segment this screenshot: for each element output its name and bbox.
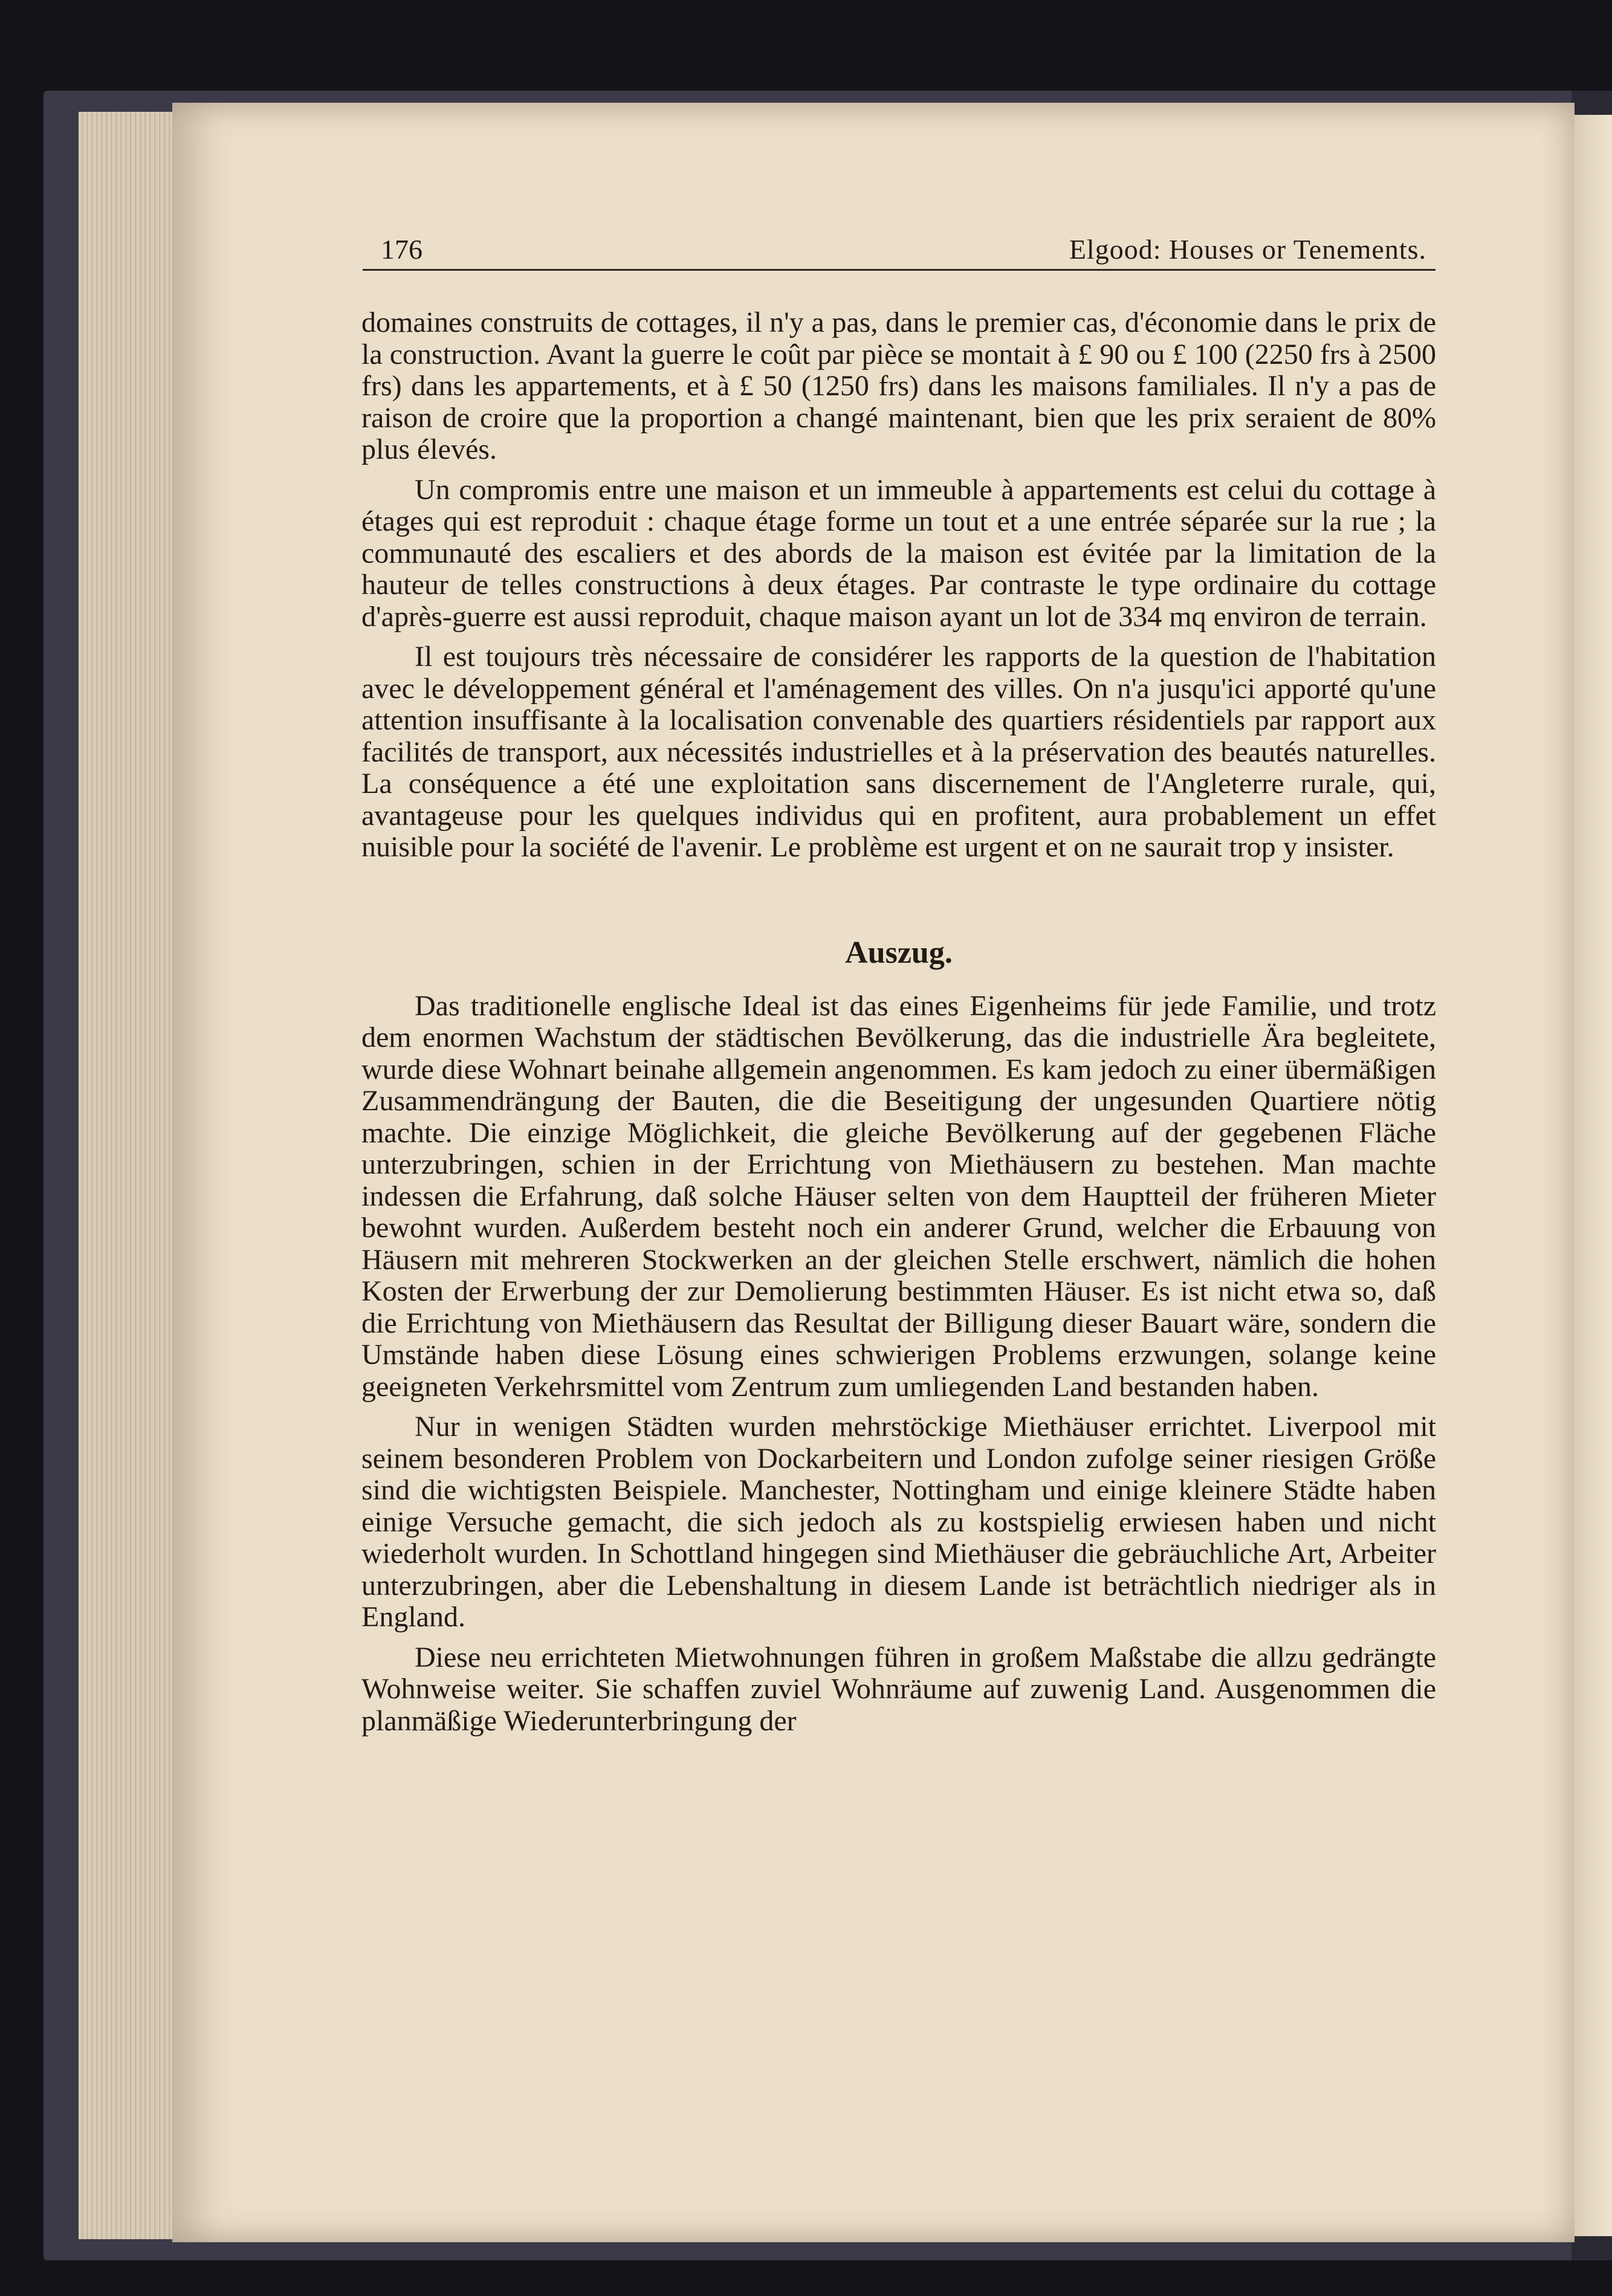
- section-heading: Auszug.: [845, 935, 953, 970]
- running-title: Elgood: Houses or Tenements.: [1069, 234, 1426, 265]
- german-paragraph-3: Diese neu errichteten Mietwohnungen führen in großem Maßstabe die allzu gedrängte Wohnweise weiter. Sie schaffen zuviel Wohnräume auf zuwenig Land. Ausgenommen die planmäßige Wiederunterbringung der: [361, 1641, 1436, 1737]
- page-number: 176: [381, 234, 422, 265]
- french-paragraph-3: Il est toujours très nécessaire de considérer les rapports de la question de l'habitation avec le développement général et l'aménagement des villes. On n'a jusqu'ici apporté qu'une attention insuffisante à la localisation convenable des quartiers résidentiels par rapport aux facilités de transport, aux nécessités industrielles et à la préservation des beautés naturelles. La conséquence a été une exploitation sans discernement de l'Angleterre rurale, qui, avantageuse pour les quelques individus qui en profitent, aura probablement un effet nuisible pour la société de l'avenir. Le problème est urgent et on ne saurait trop y insister.: [361, 641, 1436, 863]
- running-head: [363, 233, 1436, 271]
- french-paragraph-2: Un compromis entre une maison et un immeuble à appartements est celui du cottage à étages qui est reproduit : chaque étage forme un tout et a une entrée séparée sur la rue ; la communauté des escaliers et des abords de la maison est évitée par la limitation de la hauteur de telles constructions à deux étages. Par contraste le type ordinaire du cottage d'après-guerre est aussi reproduit, chaque maison ayant un lot de 334 mq environ de terrain.: [361, 473, 1436, 633]
- body-text: [361, 307, 1436, 1737]
- german-paragraph-1: Das traditionelle englische Ideal ist das eines Eigenheims für jede Familie, und trotz dem enormen Wachstum der städtischen Bevölkerung, das die industrielle Ära begleitete, wurde diese Wohnart beinahe allgemein angenommen. Es kam jedoch zu einer übermäßigen Zusammendrängung der Bauten, die die Beseitigung der ungesunden Quartiere nötig machte. Die einzige Möglichkeit, die gleiche Bevölkerung auf der gegebenen Fläche unterzubringen, schien in der Errichtung von Miethäusern zu bestehen. Man machte indessen die Erfahrung, daß solche Häuser selten von dem Hauptteil der früheren Mieter bewohnt wurden. Außerdem besteht noch ein anderer Grund, welcher die Erbauung von Häusern mit mehreren Stockwerken an der gleichen Stelle erschwert, nämlich die hohen Kosten der Erwerbung der zur Demolierung bestimmten Häuser. Es ist nicht etwa so, daß die Errichtung von Miethäusern das Resultat der Billigung dieser Bauart wäre, sondern die Umstände haben diese Lösung eines schwierigen Problems erzwungen, solange keine geeigneten Verkehrsmittel vom Zentrum zum umliegenden Land bestanden haben.: [361, 989, 1436, 1403]
- german-paragraph-2: Nur in wenigen Städten wurden mehrstöckige Miethäuser errichtet. Liverpool mit seinem besonderen Problem von Dockarbeitern und London zufolge seiner riesigen Größe sind die wichtigsten Beispiele. Manchester, Nottingham und einige kleinere Städte haben einige Versuche gemacht, die sich jedoch als zu kostspielig erwiesen haben und nicht wiederholt wurden. In Schottland hingegen sind Miethäuser die gebräuchliche Art, Arbeiter unterzubringen, aber die Lebenshaltung in diesem Lande ist beträchtlich niedriger als in England.: [361, 1411, 1436, 1633]
- french-paragraph-1: domaines construits de cottages, il n'y a pas, dans le premier cas, d'économie dans le prix de la construction. Avant la guerre le coût par pièce se montait à £ 90 ou £ 100 (2250 frs à 2500 frs) dans les appartements, et à £ 50 (1250 frs) dans les maisons familiales. Il n'y a pas de raison de croire que la proportion a changé maintenant, bien que les prix seraient de 80% plus élevés.: [361, 306, 1436, 465]
- facing-page-edge: [1572, 115, 1612, 2236]
- page-edges: [79, 112, 175, 2239]
